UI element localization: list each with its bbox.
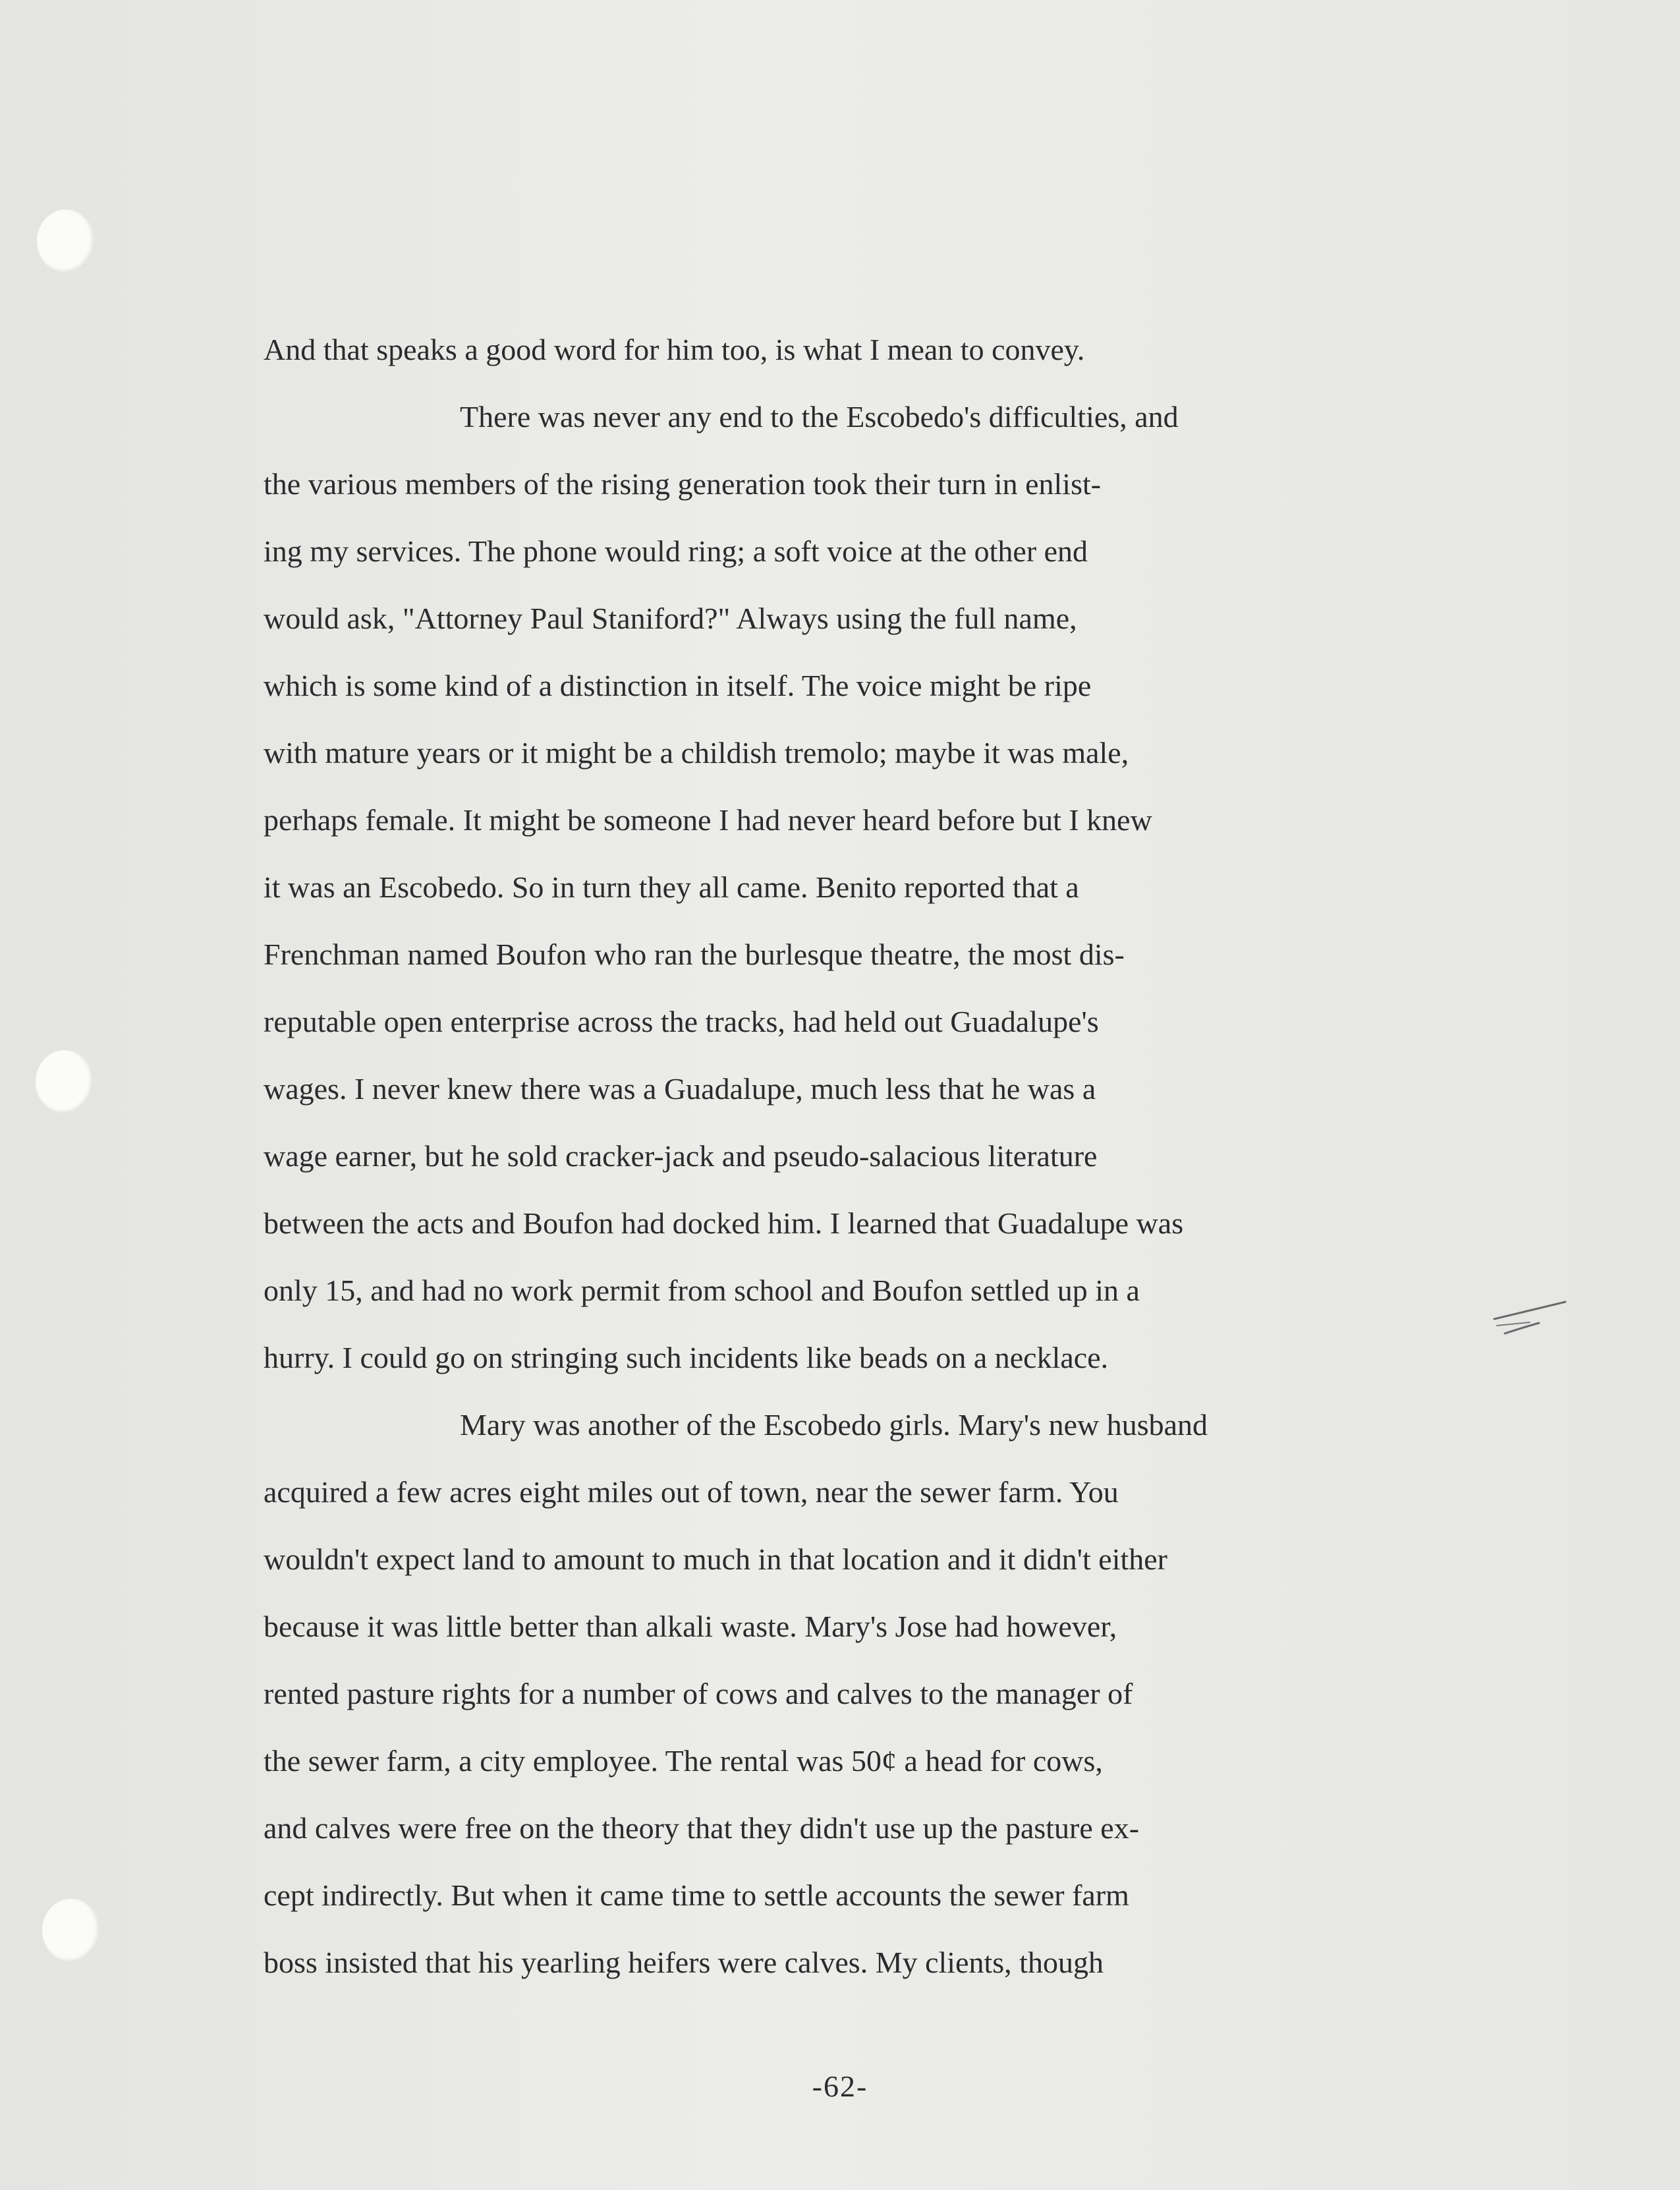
body-text [264,316,1542,1996]
punch-hole [37,210,95,273]
text-line: perhaps female. It might be someone I had never heard before but I knew [264,803,1152,837]
pen-mark-icon [1490,1299,1569,1339]
text-line: wage earner, but he sold cracker-jack and pseudo-salacious literature [264,1139,1098,1173]
text-line: boss insisted that his yearling heifers were calves. My clients, though [264,1946,1104,1979]
text-line: the sewer farm, a city employee. The rental was 50¢ a head for cows, [264,1744,1103,1778]
text-line: because it was little better than alkali waste. Mary's Jose had however, [264,1610,1117,1643]
text-line: which is some kind of a distinction in itself. The voice might be ripe [264,669,1092,702]
text-line: hurry. I could go on stringing such incidents like beads on a necklace. [264,1341,1109,1374]
text-line: cept indirectly. But when it came time to settle accounts the sewer farm [264,1878,1129,1912]
text-line: the various members of the rising generation took their turn in enlist- [264,467,1102,501]
text-line: and calves were free on the theory that they didn't use up the pasture ex- [264,1811,1140,1845]
text-line: wages. I never knew there was a Guadalupe, much less that he was a [264,1072,1096,1106]
text-line: acquired a few acres eight miles out of town, near the sewer farm. You [264,1475,1119,1509]
text-line: wouldn't expect land to amount to much in that location and it didn't either [264,1542,1168,1576]
text-line: with mature years or it might be a childish tremolo; maybe it was male, [264,736,1129,770]
text-line: rented pasture rights for a number of cows and calves to the manager of [264,1677,1133,1710]
text-line: Frenchman named Boufon who ran the burlesque theatre, the most dis- [264,938,1125,971]
text-line: There was never any end to the Escobedo's difficulties, and [460,400,1179,434]
punch-hole [36,1050,94,1113]
text-line: between the acts and Boufon had docked him. I learned that Guadalupe was [264,1206,1184,1240]
text-line: Mary was another of the Escobedo girls. Mary's new husband [460,1408,1208,1442]
punch-hole [42,1899,100,1962]
text-line: would ask, "Attorney Paul Staniford?" Always using the full name, [264,602,1077,635]
text-line: it was an Escobedo. So in turn they all came. Benito reported that a [264,870,1079,904]
text-line: reputable open enterprise across the tracks, had held out Guadalupe's [264,1005,1099,1038]
text-line: only 15, and had no work permit from school and Boufon settled up in a [264,1274,1140,1307]
text-line: And that speaks a good word for him too, is what I mean to convey. [264,333,1085,366]
page-number: -62- [812,2069,868,2103]
text-line: ing my services. The phone would ring; a soft voice at the other end [264,534,1088,568]
